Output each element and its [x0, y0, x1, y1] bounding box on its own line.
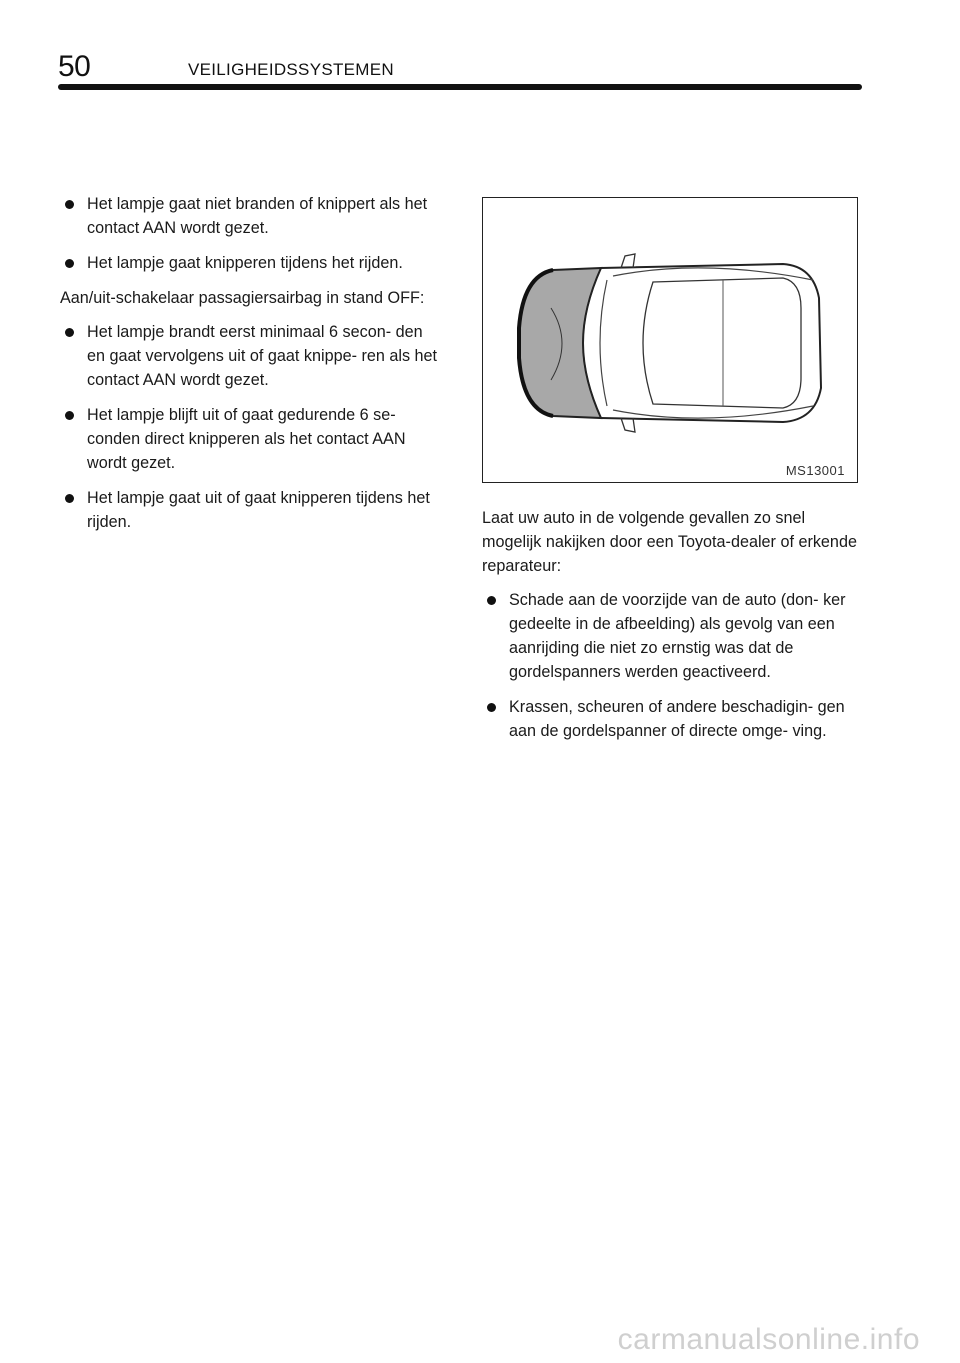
bullet-icon	[487, 703, 496, 712]
left-column	[60, 192, 444, 545]
car-body-outline	[601, 264, 821, 422]
list-item-text: Het lampje blijft uit of gaat gedurende 6 se- conden direct knipperen als het contact AAN wordt gezet.	[87, 406, 406, 472]
roof-outline	[643, 278, 801, 408]
page-header	[58, 50, 862, 90]
list-item-text: Het lampje brandt eerst minimaal 6 secon- den en gaat vervolgens uit of gaat knippe- ren als het contact AAN wordt gezet.	[87, 323, 438, 389]
list-item	[482, 588, 862, 684]
bullet-icon	[65, 411, 74, 420]
bullet-icon	[65, 328, 74, 337]
list-item-text: Het lampje gaat knipperen tijdens het rijden.	[87, 254, 403, 272]
bullet-icon	[65, 200, 74, 209]
list-item-text: Het lampje gaat niet branden of knippert als het contact AAN wordt gezet.	[87, 195, 428, 237]
bullet-icon	[65, 494, 74, 503]
list-item-text: Schade aan de voorzijde van de auto (don- ker gedeelte in de afbeelding) als gevolg van een aanrijding die niet zo ernstig was dat de gordelspanners werden geactiveerd.	[509, 591, 846, 681]
header-rule	[58, 84, 862, 90]
windshield-line	[600, 280, 607, 406]
list-item	[482, 695, 862, 743]
list-item	[60, 486, 444, 534]
watermark: carmanualsonline.info	[617, 1323, 920, 1356]
list-item	[60, 251, 444, 275]
page-number: 50	[58, 50, 91, 83]
right-column	[482, 506, 862, 754]
bullet-icon	[65, 259, 74, 268]
figure-code: MS13001	[785, 463, 845, 478]
mirror-right	[621, 418, 635, 432]
bullet-icon	[487, 596, 496, 605]
car-top-view-figure	[482, 197, 858, 483]
mirror-left	[621, 254, 635, 268]
section-title: VEILIGHEIDSSYSTEMEN	[188, 60, 394, 79]
list-item	[60, 192, 444, 240]
front-damage-area	[519, 268, 601, 418]
list-item	[60, 403, 444, 475]
advice-paragraph: Laat uw auto in de volgende gevallen zo snel mogelijk nakijken door een Toyota‑dealer of erkende reparateur:	[482, 509, 857, 575]
condition-heading: Aan/uit‑schakelaar passagiersairbag in stand OFF:	[60, 289, 425, 307]
car-outline-illustration	[483, 198, 857, 482]
list-item	[60, 320, 444, 392]
list-item-text: Krassen, scheuren of andere beschadigin- gen aan de gordelspanner of directe omge- ving.	[509, 698, 845, 740]
list-item-text: Het lampje gaat uit of gaat knipperen tijdens het rijden.	[87, 489, 430, 531]
